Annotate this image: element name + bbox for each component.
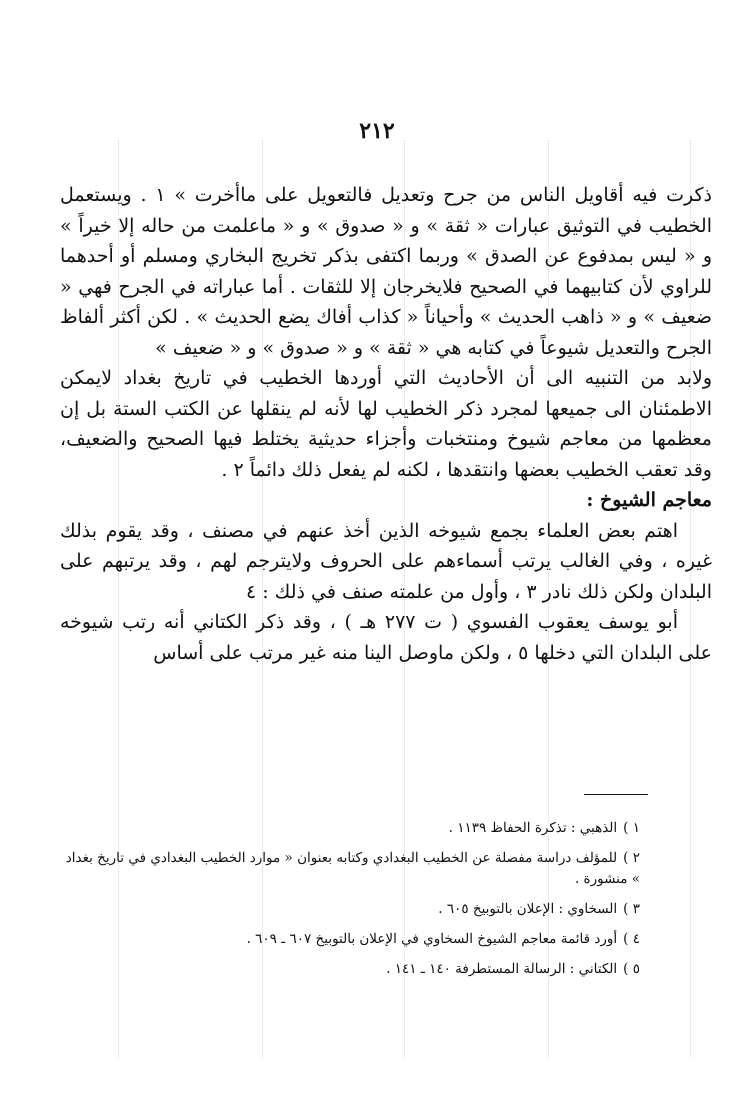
section-paragraph: اهتم بعض العلماء بجمع شيوخه الذين أخذ عنهم في مصنف ، وقد يقوم بذلك غيره ، وفي الغالب يرتب أسماءهم على الحروف ولايترجم لهم ، وقد يرتبهم على البلدان ولكن ذلك نادر ٣ ، وأول من علمته صنف في ذلك : ٤ <box>60 519 712 603</box>
footnote-item <box>60 899 640 920</box>
footnote-number: ٤ ) <box>623 931 640 947</box>
section-heading: معاجم الشيوخ : <box>586 489 712 511</box>
footnote-item <box>60 929 640 950</box>
section-paragraph: أبو يوسف يعقوب الفسوي ( ت ٢٧٧ هـ ) ، وقد ذكر الكتاني أنه رتب شيوخه على البلدان التي دخلها ٥ ، ولكن ماوصل الينا منه غير مرتب على أساس <box>60 611 712 664</box>
main-text <box>60 180 712 668</box>
footnote-number: ٣ ) <box>623 901 640 917</box>
footnote-text: الكتاني : الرسالة المستطرفة ١٤٠ ـ ١٤١ . <box>386 961 618 977</box>
footnote-item <box>60 959 640 980</box>
footnote-text: السخاوي : الإعلان بالتوبيخ ٦٠٥ . <box>438 901 618 917</box>
footnote-text: للمؤلف دراسة مفصلة عن الخطيب البغدادي وكتابه بعنوان « موارد الخطيب البغدادي في تاريخ بغداد » منشورة . <box>65 850 640 887</box>
paragraph: ولابد من التنبيه الى أن الأحاديث التي أوردها الخطيب في تاريخ بغداد لايمكن الاطمئنان الى جميعها لمجرد ذكر الخطيب لها لأنه لم ينقلها عن الكتب الستة بل إن معظمها من معاجم شيوخ ومنتخبات وأجزاء حديثية يختلط فيها الصحيح والضعيف، وقد تعقب الخطيب بعضها وانتقدها ، لكنه لم يفعل ذلك دائماً ٢ . <box>60 367 712 481</box>
footnote-text: أورد قائمة معاجم الشيوخ السخاوي في الإعلان بالتوبيخ ٦٠٧ ـ ٦٠٩ . <box>246 931 618 947</box>
footnote-item <box>60 848 640 890</box>
page-number: ٢١٢ <box>359 118 395 144</box>
footnote-text: الذهبي : تذكرة الحفاظ ١١٣٩ . <box>448 820 618 836</box>
footnote-number: ٥ ) <box>623 961 640 977</box>
footnote-divider <box>584 794 648 795</box>
paragraph: ذكرت فيه أقاويل الناس من جرح وتعديل فالتعويل على ماأخرت » ١ . ويستعمل الخطيب في التوثيق عبارات « ثقة » و « صدوق » و « ماعلمت من حاله إلا خيراً » و « ليس بمدفوع عن الصدق » وربما اكتفى بذكر تخريج البخاري ومسلم أو أحدهما للراوي لأن كتابيهما في الصحيح فلايخرجان إلا للثقات . أما عباراته في الجرح فهي « ضعيف » و « ذاهب الحديث » وأحياناً « كذاب أفاك يضع الحديث » . لكن أكثر ألفاظ الجرح والتعديل شيوعاً في كتابه هي « ثقة » و « صدوق » و « ضعيف » <box>60 184 712 359</box>
footnote-number: ١ ) <box>623 820 640 836</box>
footnote-number: ٢ ) <box>623 850 640 866</box>
footnotes <box>60 818 640 989</box>
footnote-item <box>60 818 640 839</box>
